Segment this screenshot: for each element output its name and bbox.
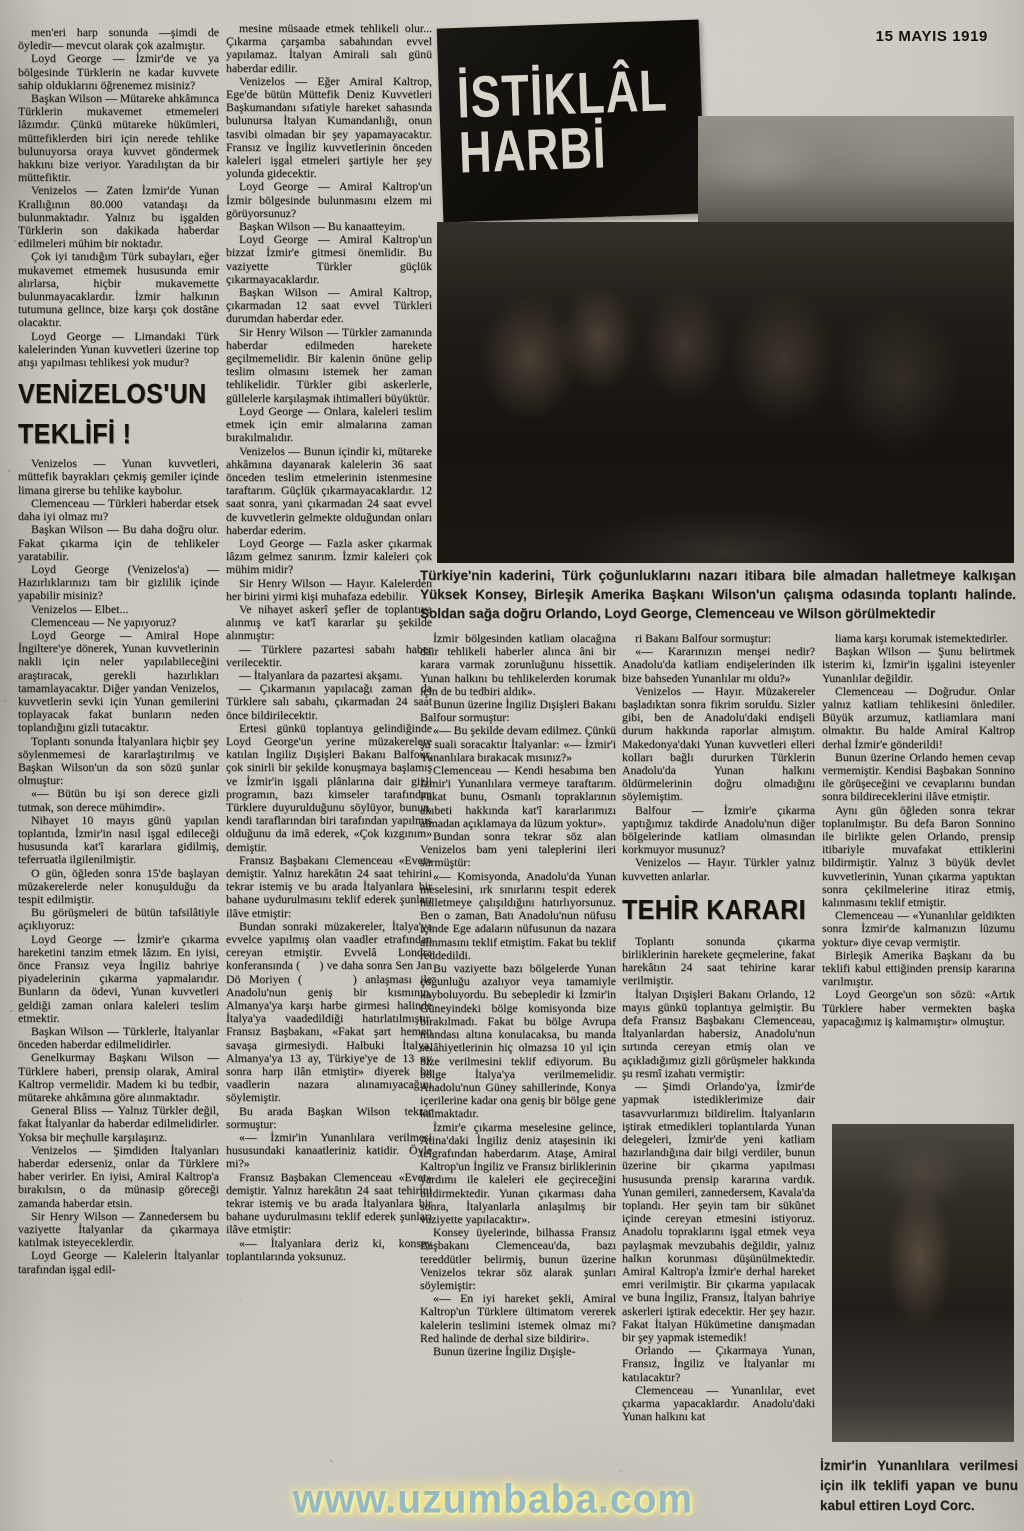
- article-paragraph: Venizelos — Hayır. Türkler yalnız kuvvetten anlarlar.: [622, 855, 815, 883]
- paper-stain: [0, 0, 2, 2]
- article-paragraph: İzmir bölgesinden katliam olacağına dair tehlikeli haberler alınca âni bir karara varmak zorunluğunu hissettik. Yunan halkını bu tehlikelerden korumak için de bu tedbiri aldık».: [420, 631, 616, 698]
- article-paragraph: «— Bütün bu işi son derece gizli tutmak, son derece mühimdir».: [18, 786, 219, 814]
- article-paragraph: Bunun üzerine İngiliz Dışişle-: [433, 1343, 576, 1358]
- article-paragraph: mesine müsaade etmek tehlikeli olur... Çıkarma çarşamba sabahından evvel yapılamaz. İtalyan Amirali salı günü haberdar edilir.: [226, 21, 432, 75]
- section-heading: VENİZELOS'UN TEKLİFİ !: [18, 378, 207, 451]
- article-paragraph: Bu arada Başkan Wilson tekrar sormuştur:: [226, 1103, 432, 1131]
- article-paragraph: Loyd George — Onlara, kaleleri teslim etmek için emir almalarına zaman bırakılmalıdır.: [226, 403, 432, 445]
- article-paragraph: Venizelos — Zaten İzmir'de Yunan Krallığının 80.000 vatandaşı da bulunmaktadır. Yalnız bu işgalden Türklerin son dakikada haberdar edilmeleri mühim bir noktadır.: [18, 183, 219, 251]
- article-column-4: [622, 632, 815, 1524]
- article-paragraph: Sir Henry Wilson — Türkler zamanında haberdar edilmeden harekete geçilmemelidir. Bir kalenin önüne gelip teslim olmasını istemek her zaman tehlikelidir. Türkler gibi askerlerle, güllelerle karşılaşmak ihtimalleri büyüktür.: [226, 324, 432, 405]
- issue-date: 15 MAYIS 1919: [875, 28, 988, 45]
- loyd-george-photo: [832, 1124, 1014, 1442]
- article-paragraph: men'eri harp sonunda —şimdi de öyledir— mevcut olarak çok azalmıştır.: [18, 25, 219, 53]
- article-paragraph: ri Bakanı Balfour sormuştur:: [635, 631, 771, 645]
- article-paragraph: Loyd George — Limandaki Türk kalelerinden Yunan kuvvetleri üzerine top atışı yapılması tehlikesi yok mudur?: [18, 328, 219, 370]
- article-paragraph: Nihayet 10 mayıs günü yapılan toplantıda, İzmir'in nasıl işgal edileceği hususunda kat'î kararlara gidilmiş, teferruatla ilgilenilmiştir.: [18, 812, 219, 867]
- article-paragraph: İzmir'e çıkarma meselesine gelince, Atina'daki İngiliz deniz ataşesinin iki telgrafından haberdarım. Ataşe, Amiral Kaltrop'un İngiliz ve Fransız birliklerinin yardımı ile kaleleri ele geçireceğini bildirmektedir. Yunan çıkarması daha sonra, İtalyanlarla anlaşılmış bir vaziyette yapılacaktır».: [420, 1119, 616, 1226]
- article-paragraph: Balfour — İzmir'e çıkarma yaptığımız takdirde Anadolu'nun diğer bölgelerinde katliam olmasından korkmuyor musunuz?: [622, 802, 815, 857]
- article-column-5: [822, 632, 1015, 1118]
- section-heading: TEHİR KARARI: [622, 894, 806, 926]
- article-paragraph: Birleşik Amerika Başkanı da bu teklifi kabul ettiğinden prensip kararına varılmıştır.: [822, 947, 1015, 989]
- article-paragraph: Başkan Wilson — Mütareke ahkâmınca Türklerin mukavemet etmemeleri lâzımdır. Çünkü mütareke hükümleri, müttefiklerden biri için nerede tehlike bulunuyorsa oraya kuvvet göndermek hakkını bize veriyor. Yaradılıştan da bir müttefiktir.: [18, 91, 220, 185]
- site-watermark: www.uzumbaba.com: [278, 1473, 708, 1527]
- article-paragraph: Clemenceau — Yunanlılar, evet çıkarma yapacaklardır. Anadolu'daki Yunan halkını kat: [622, 1382, 815, 1424]
- article-paragraph: Loyd George'un son sözü: «Artık Türklere haber vermekten başka yapacağımız iş kalmamıştır» olmuştur.: [822, 987, 1015, 1028]
- article-paragraph: — Çıkarmanın yapılacağı zaman da Türklere salı sabahı, çıkarmadan 24 saat önce bildirilecektir.: [226, 681, 432, 722]
- article-paragraph: Başkan Wilson — Amiral Kaltrop, çıkarmadan 12 saat evvel Türkleri durumdan haberdar eder.: [226, 285, 432, 326]
- headline-block: [437, 19, 706, 222]
- article-paragraph: «— Komisyonda, Anadolu'da Yunan meselesini, ırk sınırlarını tespit ederek halletmeye çalışıldığını hatırlıyorsunuz. Ben o zaman, Batı Anadolu'nun nüfusu içinde Ege adaların nüfusunun da nazara alınmasını teklif etmiştim. Fakat bu teklif reddedildi.: [420, 868, 616, 962]
- article-paragraph: «— İtalyanlara deriz ki, konsey toplantılarında yoksunuz.: [226, 1235, 432, 1263]
- photo-corner-texture: [698, 116, 1014, 226]
- article-paragraph: Clemenceau — Türkleri haberdar etsek daha iyi olmaz mı?: [18, 495, 219, 524]
- article-paragraph: Bunun üzerine İngiliz Dışişleri Bakanı Balfour sormuştur:: [420, 697, 616, 725]
- article-paragraph: Loyd George — Kalelerin İtalyanlar tarafından işgal edil-: [18, 1248, 219, 1276]
- supreme-council-photo: [437, 222, 1014, 563]
- headline-line-1: İSTİKLÂL: [455, 56, 669, 131]
- article-paragraph: Venizelos — Şimdiden İtalyanları haberdar ederseniz, onlar da Türklere haber verirler. En iyisi, Amiral Kaltrop'a bırakılsın, o da münasip göreceği zamanda haberdar etsin.: [18, 1142, 219, 1210]
- article-paragraph: «— İzmir'in Yunanlılara verilmesi hususundaki kanaatleriniz katidir. Öyle mi?»: [226, 1130, 432, 1171]
- headline-line-2: HARBİ: [457, 114, 608, 186]
- article-paragraph: Ertesi günkü toplantıya gelindiğinde Loyd George'un yerine müzakerelere katılan İngiliz Dışişleri Bakanı Balfour, çok sinirli bir şekilde konuşmaya başlamış ve İzmir'in işgali plânlarına dair gizli programın, bazı kimseler tarafından Türklere duyurulduğunu söylüyor, bunun, kendi taraflarından biri tarafından yapılmış olduğunu da imâ ederek, «Çok kızgınım» demiştir.: [226, 720, 432, 854]
- article-paragraph: Sir Henry Wilson — Hayır. Kalelerden her birini yirmi kişi muhafaza edebilir.: [226, 575, 432, 603]
- article-paragraph: Başkan Wilson — Türklerle, İtalyanlar önceden haberdar edilmelidirler.: [18, 1024, 219, 1052]
- article-paragraph: «— Kararınızın menşei nedir? Anadolu'da katliam endişelerinden ilk bize bahseden Yunanlılar mı oldu?»: [622, 644, 815, 685]
- article-paragraph: Bunun üzerine Orlando hemen cevap vermemiştir. Kendisi Başbakan Sonnino ile görüşeceğini ve cevaplarını bundan sonra bildireceklerini ilâve etmiştir.: [822, 749, 1015, 804]
- article-paragraph: Loyd George — Amiral Kaltrop'un bizzat İzmir'e gitmesi önemlidir. Bu vaziyette Türkler güçlük çıkarmayacaklardır.: [226, 232, 432, 286]
- article-column-2: [226, 22, 432, 1527]
- article-paragraph: Bundan sonraki müzakereler, İtalya'ya evvelce yapılmış olan vaadler etrafından cereyan etmiştir. Evvelâ Londra konferansında ( ) ve daha sonra Sen Jan Dö Moriyen ( ) anlaşması ile Anadolu'nun geniş bir kısmının, Almanya'ya karşı harbe girmesi halinde İtalya'ya vaadedildiği hatırlatılmıştır. Fransız Başbakanı, «Fakat şart hemen savaşa girmesiydi. Halbuki İtalya, Almanya'ya 13 ay, Türkiye'ye de 13 ay sonra harp ilân etmiştir» diyerek bu vaadlerin nazara alınamıyacağını söylemiştir.: [226, 918, 432, 1105]
- article-paragraph: «— En iyi hareket şekli, Amiral Kaltrop'un Türklere ültimatom vererek kalelerin teslimini istemek olmaz mı? Red halinde de derhal size bildirir».: [420, 1291, 616, 1345]
- article-paragraph: Orlando — Çıkarmaya Yunan, Fransız, İngiliz ve İtalyanlar mı katılacaktır?: [622, 1343, 815, 1384]
- article-paragraph: Clemenceau — Kendi hesabıma ben İzmir'i Yunanlılara vermeye taraftarım. Fakat bunu, Osmanlı topraklarının akıbeti hakkında kat'î kararlarımızı almadan açıklamaya da lüzum yoktur».: [420, 763, 616, 830]
- article-paragraph: Venizelos — Hayır. Müzakereler başladıktan sonra fikrim soruldu. Sizler gibi, ben de Anadolu'daki endişeli durum hakkında raporlar almıştım. Makedonya'daki Yunan kuvvetleri elleri kolları bağlı dururken Türklerin Anadolu'da Yunan halkını öldürmelerinin doğru olmadığını söylemiştim.: [622, 683, 815, 804]
- article-paragraph: Loyd George — Amiral Kaltrop'un İzmir bölgesinde bulunmasını elzem mi görüyorsunuz?: [226, 179, 432, 220]
- article-paragraph: Fransız Başbakan Clemenceau «Evet» demiştir. Yalnız harekâtın 24 saat tehirini tekrar istemiş ve bu arada İtalyanlara bir bahane uydurulmasını teklif ederek şunları ilâve etmiştir:: [226, 1169, 432, 1237]
- article-paragraph: Ve nihayet askerî şefler de toplantıya alınmış ve kat'î kararlar şu şekilde alınmıştır:: [226, 601, 432, 643]
- article-paragraph: Loyd George — İzmir'e çıkarma hareketini tanzim etmek lâzım. En iyisi, önce Fransız veya İngiliz bahriye piyadelerinin çıkarma yapmalarıdır. Bunların da ödevi, Yunan kuvvetleri geldiği zaman onlara kaleleri teslim etmektir.: [18, 931, 219, 1025]
- article-paragraph: Başkan Wilson — Şunu belirtmek isterim ki, İzmir'in işgalini isteyenler Yunanlılar değildir.: [822, 644, 1015, 685]
- article-paragraph: Konsey üyelerinde, bilhassa Fransız Başbakanı Clemenceau'da, bazı tereddütler belirmiş, bunun üzerine Venizelos tekrar söz alarak şunları söylemiştir:: [420, 1225, 616, 1292]
- article-paragraph: — İtalyanlara da pazartesi akşamı.: [239, 667, 403, 682]
- article-paragraph: Clemenceau — Ne yapıyoruz?: [31, 614, 177, 629]
- article-paragraph: O gün, öğleden sonra 15'de başlayan müzakerelerde neler konuşulduğu da tespit edilmiştir.: [18, 865, 219, 906]
- article-paragraph: Toplantı sonunda İtalyanlara hiçbir şey söylenmemesi de kararlaştırılmış ve Başkan Wilson'un da son sözü şunlar olmuştur:: [18, 733, 219, 788]
- article-paragraph: Toplantı sonunda çıkarma birliklerinin harekete geçmelerine, fakat harekâtın 24 saat tehirine karar verilmiştir.: [622, 933, 815, 988]
- article-paragraph: «— Bu şekilde devam edilmez. Çünkü şu suali soracaktır İtalyanlar: «— İzmir'i Yunanlılara bırakacak mısınız?»: [420, 723, 616, 764]
- article-paragraph: Bundan sonra tekrar söz alan Venizelos bam yeni taleplerini ileri sürmüştür:: [420, 829, 616, 870]
- article-paragraph: Venizelos — Bunun içindir ki, mütareke ahkâmına dayanarak kalelerin 36 saat önceden teslim etmelerinin istenmesine taraftarım. Güçlük çıkarmayacaklardır. 12 saat sonra, yani çıkarmadan 24 saat evvel de kuvvetlerin gelmekte olduğundan onları haberdar ederim.: [226, 443, 432, 537]
- article-paragraph: Genelkurmay Başkanı Wilson — Türklere haberi, prensip olarak, Amiral Kaltrop vermelidir. Madem ki bu tedbir, mütareke ahkâmına göre alınmaktadır.: [18, 1050, 219, 1105]
- article-paragraph: Venizelos — Elbet...: [31, 601, 129, 616]
- article-paragraph: İtalyan Dışişleri Bakanı Orlando, 12 mayıs günkü toplantıya gelmiştir. Bu defa Fransız Başbakanı Clemenceau, İtalyanlardan habersiz, Anadolu'nun sırtında cereyan etmiş olan ve açıkladığımız gizli görüşmeler hakkında şu resmî izahatı vermiştir:: [622, 986, 815, 1080]
- article-paragraph: — Türklere pazartesi sabahı haber verilecektir.: [226, 641, 432, 669]
- article-paragraph: Fransız Başbakanı Clemenceau «Evet» demiştir. Yalnız harekâtın 24 saat tehirini tekrar istemiş ve bu arada İtalyanlara bir bahane uydurulmasını teklif ederek şunları ilâve etmiştir:: [226, 852, 432, 920]
- main-photo-caption: Türkiye'nin kaderini, Türk çoğunluklarını nazarı itibara bile almadan halletmeye kalkışan Yüksek Konsey, Birleşik Amerika Başkanı Wilson'un çalışma odasında toplantı halinde. Soldan sağa doğru Orlando, Loyd George, Clemenceau ve Wilson görülmektedir: [420, 568, 1016, 621]
- small-photo-caption: İzmir'in Yunanlılara verilmesi için ilk teklifi yapan ve bunu kabul ettiren Loyd Corc.: [820, 1458, 1018, 1513]
- article-paragraph: Bu görüşmeleri de bütün tafsilâtiyle açıklıyoruz:: [18, 905, 219, 933]
- article-column-3: [420, 632, 616, 1520]
- article-paragraph: Loyd George — Amiral Hope İngiltere'ye dönerek, Yunan kuvvetlerinin nakli için neler yapılabileceğini araştıracak, gerekli hazırlıkları tamamlayacaktır. Diğer yandan Venizelos, kuvvetlerin sevki için Yunan gemilerini toplayacak fakat bunların neden toplandığını gizli tutacaktır.: [18, 627, 219, 735]
- article-paragraph: — Şimdi Orlando'ya, İzmir'de yapmak istediklerimize dair tasavvurlarımızı bildirelim. İtalyanların iştirak etmedikleri toplantılarda Yunan delegeleri, İzmir'de yeni katliam hazırlandığına dair bilgi verdiler, bunun üzerine bir çıkarma yapılması hususunda prensip kararına vardık. Yunan gemileri, zannedersem, Kavala'da toplandı. Her şeyin tam bir sükûnet içinde cereyan etmesini istiyoruz. Anadolu topraklarını işgal etmek veya paylaşmak mevzubahis değildir, yalnız halkın korunması düşünülmektedir. Amiral Kaltrop'a İzmir'e derhal hareket emri verilmiştir. Bir çıkarma yapılacak ve buna İngiliz, Fransız, İtalyan bahriye askerleri iştirak edecektir. Her şey hazır. Fakat İtalyan Hükümetine danışmadan bir şey yapmak istemedik!: [622, 1079, 815, 1344]
- article-column-1: [18, 25, 220, 1276]
- article-paragraph: Venizelos — Eğer Amiral Kaltrop, Ege'de bütün Müttefik Deniz Kuvvetleri Başkumandanı sıfatiyle hareket sahasında bulunursa İtalyan Kumandanlığı, onun tasvibi olmadan bir şey yapamayacaktır. Fransız ve İngiliz kuvvetlerinin önceden kaleleri işgal etmeleri şartiyle her şey yolunda gidecektir.: [226, 73, 432, 181]
- article-paragraph: General Bliss — Yalnız Türkler değil, fakat İtalyanlar da haberdar edilmelidirler. Yoksa bir meçhulle karşılaşırız.: [18, 1103, 219, 1144]
- article-paragraph: Clemenceau — «Yunanlılar geldikten sonra İzmir'de kalmanızın lüzumu yoktur» diye cevap vermiştir.: [822, 908, 1015, 949]
- article-paragraph: Başkan Wilson — Bu daha doğru olur. Fakat çıkarma için de tehlikeler yaratabilir.: [18, 522, 219, 563]
- article-paragraph: Loyd George (Venizelos'a) — Hazırlıklarınızı tam bir gizlilik içinde yapabilir misiniz?: [18, 561, 219, 603]
- article-paragraph: Başkan Wilson — Bu kanaatteyim.: [239, 219, 406, 234]
- article-paragraph: Loyd George — İzmir'de ve ya bölgesinde Türklerin ne kadar kuvvete sahip olduklarını öğrenemez misiniz?: [18, 51, 219, 92]
- article-paragraph: Venizelos — Yunan kuvvetleri, müttefik bayrakları çekmiş gemiler içinde limana girerse bu tehlike kaybolur.: [18, 456, 219, 497]
- article-paragraph: Loyd George — Fazla asker çıkarmak lâzım gelmez sanırım. İzmir kaleleri çok mühim midir?: [226, 535, 432, 577]
- article-paragraph: Bu vaziyette bazı bölgelerde Yunan çoğunluğu azalıyor veya tamamiyle kayboluyordu. Bu sebepledir ki İzmir'in Güneyindeki bölge komisyonda bize bırakılmadı. Fakat bu bölge Avrupa mandası altına konulacaksa, bu manda selâhiyetlerinin hiç olmazsa 10 yıl için bize verilmesini teklif ediyorum. Bu bölge İtalya'ya verilmemelidir. Anadolu'nun Güney sahillerinde, Konya içerilerine kadar ona geniş bir bölge gene kalmaktadır.: [420, 961, 616, 1121]
- article-paragraph: Aynı gün öğleden sonra tekrar toplanılmıştır. Bu defa Baron Sonnino ile birlikte gelen Orlando, prensip itibariyle muvafakat ettiklerini bildirmiştir. Yalnız 3 büyük devlet kuvvetlerinin, Yunan çıkarma yaptıktan sonra çekilmelerine itiraz etmiş, kalınmasını teklif etmiştir.: [822, 802, 1015, 910]
- article-paragraph: Sir Henry Wilson — Zannedersem bu vaziyette İtalyanlar da çıkarmaya katılmak isteyeceklerdir.: [18, 1208, 219, 1250]
- article-paragraph: Clemenceau — Doğrudur. Onlar yalnız katliam tehlikesini önlediler. Büyük arzumuz, katliamlara mani olmaktır. Bu halde Amiral Kaltrop derhal İzmir'e gönderildi!: [822, 683, 1015, 751]
- article-paragraph: Çok iyi tanıdığım Türk subayları, eğer mukavemet etmemek hususunda emir alırlarsa, hiçbir mukavemette bulunmayacaklardır. İzmir halkının tutumuna gelince, bize karşı çok dostâne olacaktır.: [18, 249, 219, 330]
- article-paragraph: liama karşı korumak istemektedirler.: [835, 631, 1008, 645]
